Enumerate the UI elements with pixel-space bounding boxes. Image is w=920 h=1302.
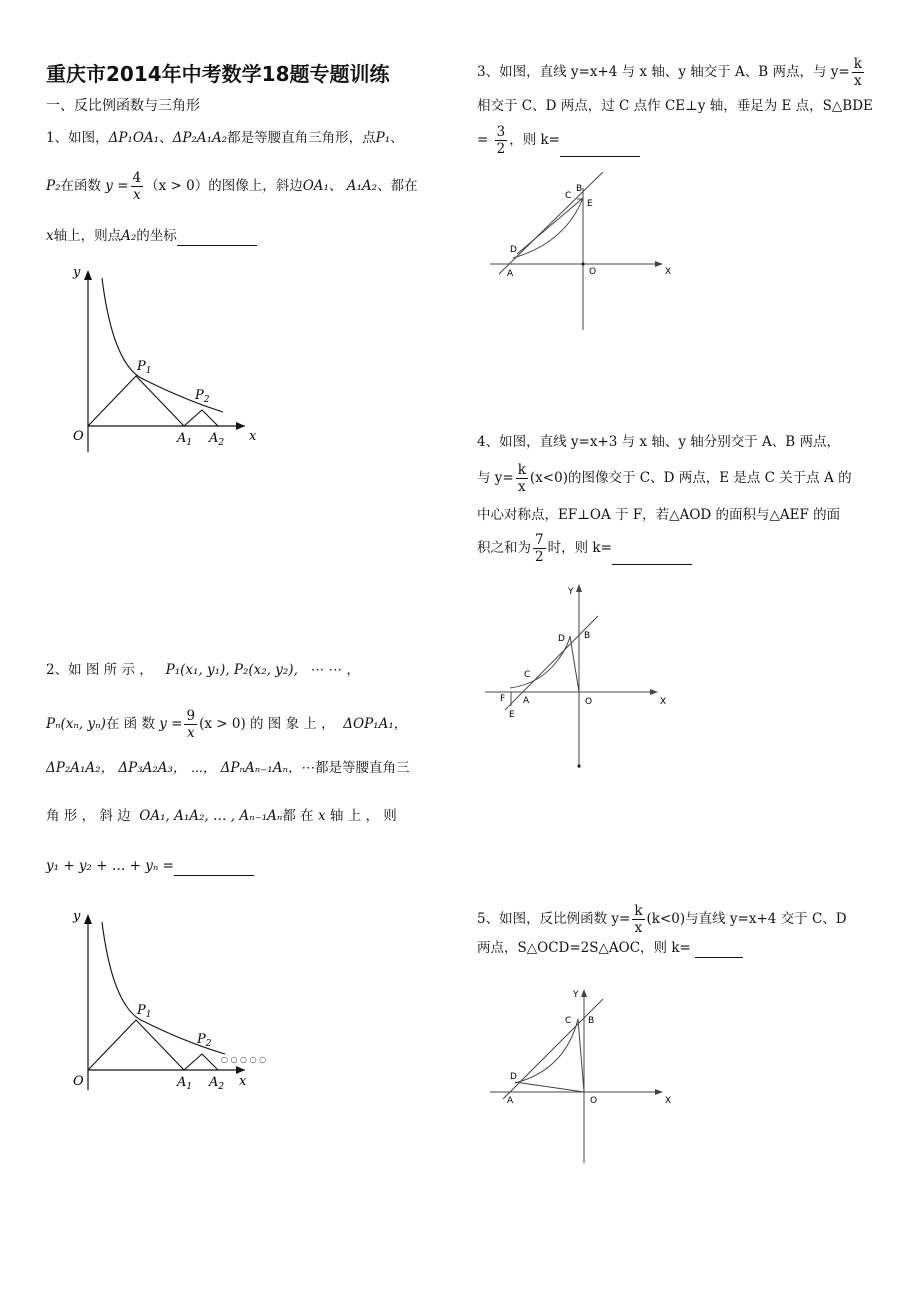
q2-point-n: Pₙ(xₙ, yₙ): [46, 716, 106, 732]
p1-label: $P_1$: [137, 359, 152, 376]
q2-line4: [46, 806, 397, 826]
q2-text: 2、如 图 所 示 ，: [46, 662, 153, 678]
q2-points: P₁(x₁, y₁), P₂(x₂, y₂),: [165, 662, 298, 678]
numerator: k: [853, 56, 862, 72]
section-heading: 一、反比例函数与三角形: [46, 98, 200, 114]
q2-function: y =: [159, 716, 183, 732]
numerator: 3: [496, 124, 506, 140]
q2-line5: [46, 856, 254, 876]
q2-line2: [46, 708, 407, 741]
q5-kx-fraction: [632, 903, 644, 936]
q4-text: 时，则 k=: [547, 540, 612, 556]
a2-label: $A_2$: [209, 1075, 225, 1092]
q1-text: 的坐标: [136, 228, 177, 244]
q4-line4: [477, 532, 692, 565]
q3-text: ，则 k=: [509, 132, 560, 148]
q5-text: (k<0)与直线 y=x+4 交于 C、D: [646, 911, 847, 927]
numerator: k: [517, 462, 526, 478]
q1-axis: x: [46, 228, 54, 244]
q5-line2: [477, 938, 743, 958]
y-axis-label: y: [73, 265, 81, 280]
q2-text: ⋯ ⋯ ，: [310, 662, 360, 678]
a1-label: $A_1$: [177, 1075, 193, 1092]
q5-text: 两点，S△OCD=2S△AOC，则 k=: [477, 940, 691, 956]
origin-label: O: [73, 429, 84, 444]
q4-text: 与 y=: [477, 470, 514, 486]
q3-answer-blank[interactable]: [560, 142, 640, 157]
q2-text: 角 形 ， 斜 边: [46, 808, 131, 824]
q1-text: 、都在: [377, 178, 418, 194]
origin-label: O: [73, 1074, 84, 1089]
denominator: x: [133, 187, 141, 203]
denominator: x: [854, 73, 862, 89]
q2-text: 在 函 数: [105, 716, 155, 732]
denominator: x: [634, 920, 643, 936]
denominator: x: [186, 725, 195, 741]
q2-text: 都 在: [282, 808, 314, 824]
q3-text: =: [477, 132, 489, 148]
q2-axis: x: [317, 808, 326, 824]
q2-segments: OA₁, A₁A₂, … , Aₙ₋₁Aₙ: [139, 808, 283, 824]
q2-sum: y₁ + y₂ + … + yₙ =: [46, 858, 174, 874]
q2-condition: (x > 0): [199, 716, 246, 732]
p1-label: $P_1$: [137, 1003, 152, 1020]
point-e-label: E: [509, 710, 515, 720]
q1-text: 、: [328, 178, 343, 194]
continuation-dots: ○ ○ ○ ○ ○: [221, 1055, 267, 1064]
q2-triangle: ΔOP₁A₁，: [343, 716, 408, 732]
denominator: x: [518, 479, 526, 495]
y-axis-label: Y: [573, 990, 579, 1000]
numerator: 4: [132, 170, 142, 186]
q2-line3: [46, 758, 409, 778]
q5-figure: [485, 985, 685, 1165]
q1-figure: [55, 262, 265, 457]
point-d-label: D: [510, 1072, 517, 1082]
point-b-label: B: [576, 184, 583, 194]
point-a-label: A: [507, 1096, 514, 1106]
p2-label: $P_2$: [195, 388, 210, 405]
a1-label: $A_1$: [177, 431, 193, 448]
q1-line3: [46, 226, 257, 246]
q4-line2: [477, 462, 852, 495]
origin-label: O: [585, 697, 593, 707]
q2-text: 的 图 象 上 ，: [250, 716, 335, 732]
q1-triangle-1: ΔP₁OA₁: [108, 130, 160, 146]
q4-text: (x<0)的图像交于 C、D 两点，E 是点 C 关于点 A 的: [529, 470, 852, 486]
q1-line2: [46, 170, 418, 203]
point-a-label: A: [507, 269, 514, 279]
q4-answer-blank[interactable]: [612, 550, 692, 565]
q1-point: P₁: [375, 130, 391, 146]
point-f-label: F: [500, 694, 506, 704]
q2-triangles: ΔP₂A₁A₂， ΔP₃A₂A₃， ⋯， ΔPₙAₙ₋₁Aₙ，: [46, 760, 302, 776]
q1-text: 1、如图，: [46, 130, 109, 146]
q1-text: 都是等腰直角三角形，点: [227, 130, 376, 146]
numerator: 7: [535, 532, 544, 548]
q1-fraction: [131, 170, 144, 203]
x-axis-label: x: [239, 1074, 247, 1089]
point-d-label: D: [510, 245, 517, 255]
point-c-label: C: [524, 670, 531, 680]
q2-fraction: [184, 708, 197, 741]
q1-segment: A₁A₂: [346, 178, 378, 194]
q3-line2: 相交于 C、D 两点，过 C 点作 CE⊥y 轴，垂足为 E 点，S△BDE: [477, 98, 873, 114]
point-d-label: D: [558, 634, 565, 644]
point-c-label: C: [565, 1016, 572, 1026]
x-axis-label: X: [660, 697, 667, 707]
q1-text: 轴上，则点: [53, 228, 122, 244]
q1-text: 在函数: [60, 178, 101, 194]
denominator: 2: [535, 549, 544, 565]
q2-text: 轴 上 ， 则: [329, 808, 397, 824]
x-axis-label: x: [249, 429, 257, 444]
q1-function: y =: [105, 178, 129, 194]
q1-line1: [46, 128, 404, 148]
page-title: 重庆市2014年中考数学18题专题训练: [46, 62, 390, 86]
q3-line3: [477, 124, 640, 157]
q2-text: ⋯都是等腰直角三: [301, 760, 410, 776]
q3-fraction: [495, 124, 508, 157]
p2-label: $P_2$: [197, 1032, 212, 1049]
x-axis-label: X: [665, 267, 672, 277]
q3-figure: [485, 168, 685, 338]
q3-text: 3、如图，直线 y=x+4 与 x 轴、y 轴交于 A、B 两点，与 y=: [477, 64, 850, 80]
point-e-label: E: [587, 199, 593, 209]
q3-line1: [477, 56, 866, 89]
numerator: 9: [186, 708, 196, 724]
q2-line1: [46, 660, 360, 680]
q1-triangle-2: ΔP₂A₁A₂: [172, 130, 228, 146]
point-a-label: A: [523, 696, 530, 706]
q2-answer-blank[interactable]: [174, 861, 254, 876]
q1-point: A₂: [121, 228, 137, 244]
q4-line1: 4、如图，直线 y=x+3 与 x 轴、y 轴分别交于 A、B 两点，: [477, 434, 840, 450]
q1-condition: （x > 0）: [145, 178, 209, 194]
q5-answer-blank[interactable]: [695, 943, 743, 958]
y-axis-label: y: [73, 909, 81, 924]
q3-kx-fraction: [852, 56, 864, 89]
point-b-label: B: [584, 631, 591, 641]
numerator: k: [634, 903, 643, 919]
q5-text: 5、如图，反比例函数 y=: [477, 911, 631, 927]
q2-figure: [55, 908, 295, 1093]
a2-label: $A_2$: [209, 431, 225, 448]
y-axis-label: Y: [568, 587, 574, 597]
q5-line1: [477, 903, 847, 936]
q4-fraction: [533, 532, 546, 565]
q4-figure: [480, 580, 680, 775]
denominator: 2: [496, 141, 506, 157]
q1-point: P₂: [46, 178, 61, 194]
q4-line3: 中心对称点，EF⊥OA 于 F，若△AOD 的面积与△AEF 的面: [477, 507, 841, 523]
point-b-label: B: [588, 1016, 595, 1026]
q1-text: 、: [390, 130, 404, 146]
q1-text: 、: [159, 130, 173, 146]
q1-segment: OA₁: [302, 178, 329, 194]
q4-kx-fraction: [516, 462, 528, 495]
x-axis-label: X: [665, 1096, 672, 1106]
q1-text: 的图像上，斜边: [208, 178, 303, 194]
origin-label: O: [590, 1096, 598, 1106]
point-c-label: C: [565, 191, 572, 201]
q4-text: 积之和为: [477, 540, 531, 556]
origin-label: O: [589, 267, 597, 277]
q1-answer-blank[interactable]: [177, 231, 257, 246]
